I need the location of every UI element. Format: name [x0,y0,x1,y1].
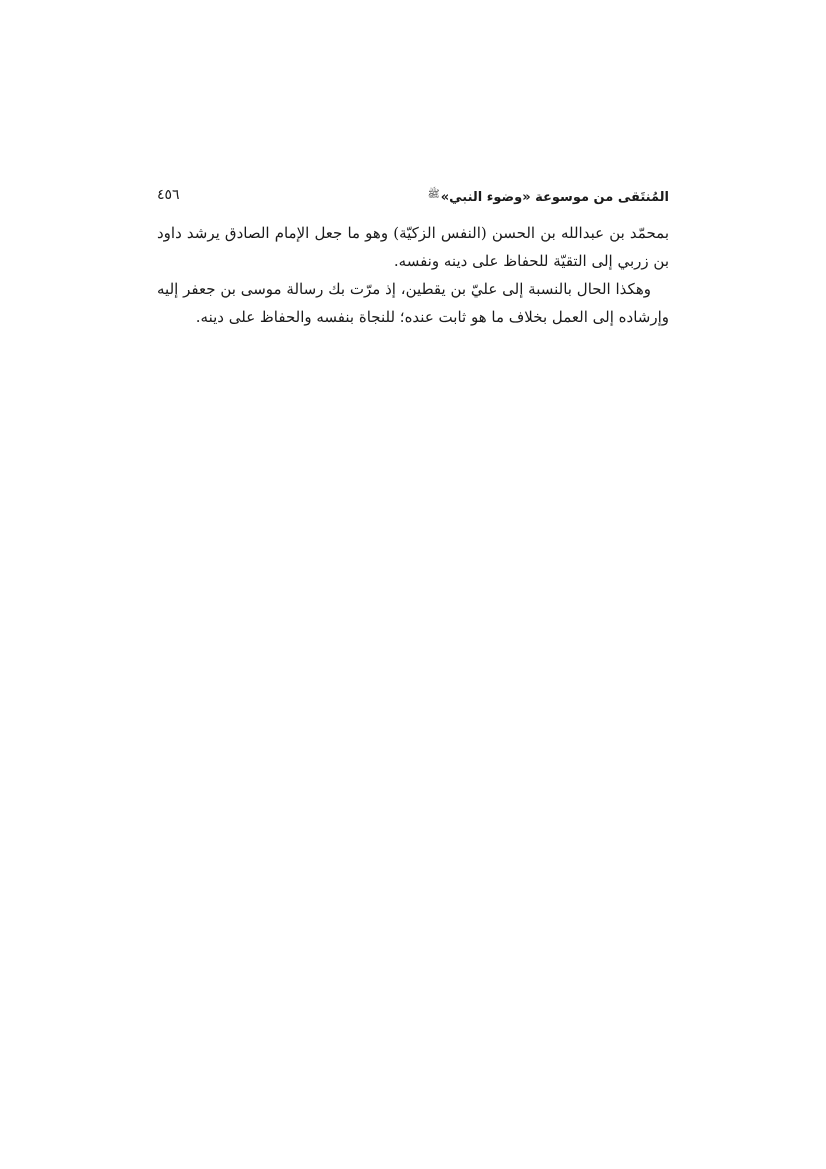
body-text [157,219,669,331]
page-number: ٤٥٦ [157,187,180,203]
running-header [157,184,669,208]
running-title [428,184,669,209]
paragraph: وهكذا الحال بالنسبة إلى عليّ بن يقطين، إذ مرّت بك رسالة موسى بن جعفر إليه وإرشاده إلى العمل بخلاف ما هو ثابت عنده؛ للنجاة بنفسه والحفاظ على دينه. [157,280,669,326]
paragraph: بمحمّد بن عبدالله بن الحسن (النفس الزكيّة) وهو ما جعل الإمام الصادق يرشد داود بن زربي إلى التقيّة للحفاظ على دينه ونفسه. [157,224,669,270]
honorific-ligature: ﷺ [427,189,440,200]
book-title: المُنتَقى من موسوعة «وضوء النبي» [440,190,669,205]
